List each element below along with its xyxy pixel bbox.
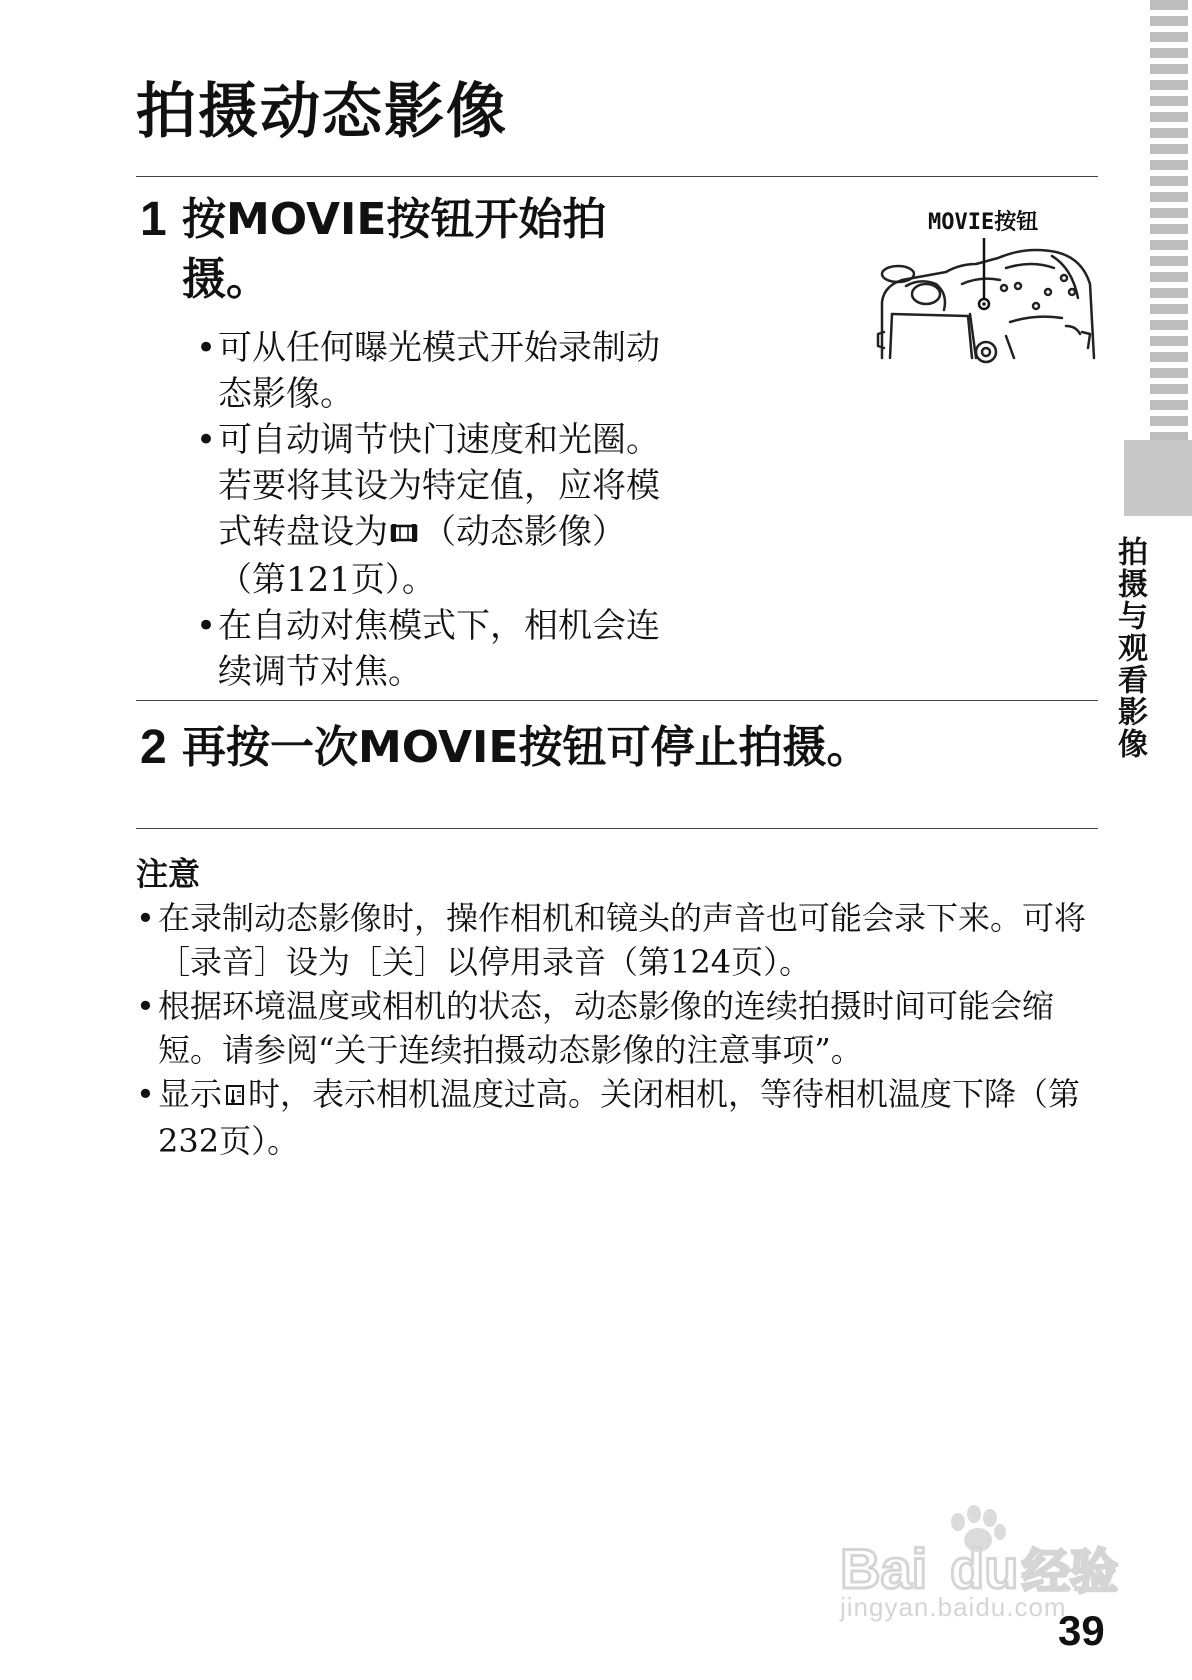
side-index-ticks xyxy=(1150,0,1188,440)
svg-text:经验: 经验 xyxy=(1022,1544,1119,1600)
notes-bullet-list xyxy=(136,896,1102,1163)
step-1-title-line2: 摄。 xyxy=(182,254,270,305)
title-divider xyxy=(136,176,1098,177)
notes-divider xyxy=(136,828,1098,829)
bullet-text: （动态影像）（第121页）。 xyxy=(218,512,626,600)
step-1-title-line1: 按MOVIE按钮开始拍 xyxy=(182,194,607,245)
bullet-text: 可自动调节快门速度和光圈。若要将其设为特定值，应将模式转盘设为 xyxy=(218,420,660,552)
watermark-url: jingyan.baidu.com xyxy=(840,1592,1067,1622)
step-1-number: 1 xyxy=(140,193,167,246)
step-1-bullet xyxy=(196,417,662,603)
step-1-bullet-list xyxy=(196,325,662,695)
camera-illustration xyxy=(876,206,1102,386)
svg-text:du: du xyxy=(950,1537,1019,1600)
note-item: • 根据环境温度或相机的状态，动态影像的连续拍摄时间可能会缩短。请参阅“关于连续拍摄动态影像的注意事项”。 xyxy=(136,984,1102,1072)
bullet-text: 显示 xyxy=(158,1075,223,1113)
overheat-warning-icon xyxy=(224,1075,246,1119)
step-1-bullet: • 在自动对焦模式下，相机会连续调节对焦。 xyxy=(196,603,662,695)
note-item xyxy=(136,1072,1102,1163)
notes-heading: 注意 xyxy=(136,855,201,893)
side-index-current-tab xyxy=(1124,440,1192,516)
page-number: 39 xyxy=(1058,1607,1105,1654)
page-title: 拍摄动态影像 xyxy=(136,77,508,147)
step-divider xyxy=(136,700,1098,701)
side-section-label: 拍摄与观看影像 xyxy=(1112,536,1147,760)
step-2-title: 再按一次MOVIE按钮可停止拍摄。 xyxy=(182,722,871,773)
movie-button-label: MOVIE按钮 xyxy=(928,210,1039,235)
note-item: • 在录制动态影像时，操作相机和镜头的声音也可能会录下来。可将［录音］设为［关］以停用录音（第124页）。 xyxy=(136,896,1102,984)
movie-mode-icon xyxy=(390,511,420,557)
step-1-title xyxy=(182,190,607,310)
svg-text:Bai: Bai xyxy=(840,1537,928,1600)
bullet-text: 时，表示相机温度过高。关闭相机，等待相机温度下降（第232页）。 xyxy=(158,1075,1081,1160)
step-1-bullet: • 可从任何曝光模式开始录制动态影像。 xyxy=(196,325,662,417)
step-2-number: 2 xyxy=(140,721,167,774)
